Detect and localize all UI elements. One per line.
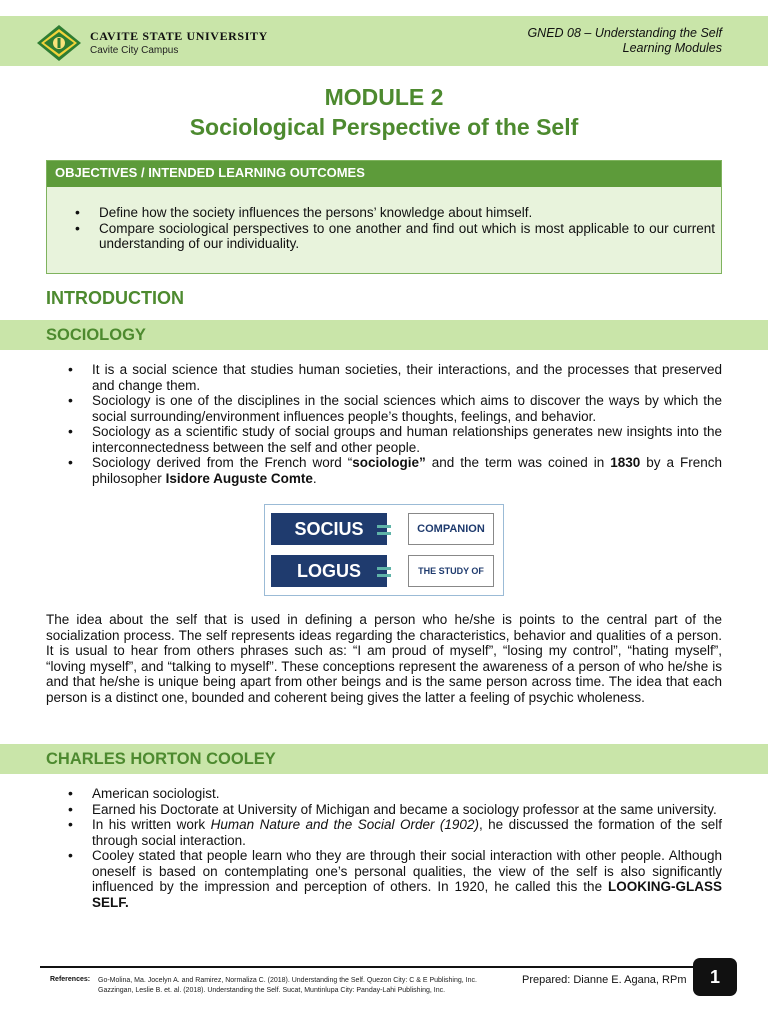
self-paragraph: The idea about the self that is used in defining a person who he/she is points to the central part of the socialization process. The self represents ideas regarding the characteristics, behavior and qualities of a person. It is usual to hear from others phrases such as: “I am proud of myself”, “losing my control”, “hating myself”, “loving myself”, and “talking to myself”. These conceptions represent the awareness of a person of who he/she is and that he/she is unique being apart from other beings and is the same person across time. The idea that each person is a distinct one, bounded and coherent being gives the latter a feeling of psychic wholeness. xyxy=(46,612,722,705)
objective-item: • Define how the society influences the persons’ knowledge about himself. xyxy=(47,205,715,221)
footer-divider xyxy=(40,966,728,968)
course-line-1: GNED 08 – Understanding the Self xyxy=(527,26,722,40)
objectives-heading: OBJECTIVES / INTENDED LEARNING OUTCOMES xyxy=(47,161,721,187)
reference-item: Gazzingan, Leslie B. et. al. (2018). Understanding the Self. Sucat, Muntinlupa City: Panday-Lahi Publishing, Inc. xyxy=(98,987,446,994)
equals-icon xyxy=(377,525,391,535)
sociology-item-origin: • Sociology derived from the French word “sociologie” and the term was coined in 1830 by a French philosopher Isidore Auguste Comte. xyxy=(46,455,722,486)
cooley-item: • Earned his Doctorate at University of Michigan and became a sociology professor at the same university. xyxy=(46,802,722,818)
cooley-item-work: • In his written work Human Nature and the Social Order (1902), he discussed the formation of the self through social interaction. xyxy=(46,817,722,848)
page-number: 1 xyxy=(693,958,737,996)
word-logus: LOGUS xyxy=(271,555,387,587)
objective-item: • Compare sociological perspectives to one another and find out which is most applicable to our current understanding of our individuality. xyxy=(47,221,715,252)
sociology-heading: SOCIOLOGY xyxy=(46,326,146,344)
cooley-item-looking-glass: • Cooley stated that people learn who they are through their social interaction with other people. Although oneself is based on contemplating one’s personal qualities, the view of the self is also significantly influenced by the impression and perception of others. In 1920, he called this the LOOKING-GLASS SELF. xyxy=(46,848,722,910)
meaning-study-of: THE STUDY OF xyxy=(408,555,494,587)
comte-name: Isidore Auguste Comte xyxy=(165,470,313,486)
equals-icon xyxy=(377,567,391,577)
looking-glass-self-term: LOOKING-GLASS SELF. xyxy=(92,879,722,910)
module-number: MODULE 2 xyxy=(324,84,444,110)
objectives-list xyxy=(47,205,721,252)
course-line-2: Learning Modules xyxy=(622,41,722,55)
cooley-heading: CHARLES HORTON COOLEY xyxy=(46,750,276,768)
cooley-list xyxy=(46,786,722,910)
references-label: References: xyxy=(50,976,91,983)
objectives-box xyxy=(46,160,722,274)
cooley-work-title: Human Nature and the Social Order (1902) xyxy=(210,817,479,832)
reference-item: Go-Molina, Ma. Jocelyn A. and Ramirez, Normaliza C. (2018). Understanding the Self. Quezon City: C & E Publishing, Inc. xyxy=(98,977,477,984)
campus-name: Cavite City Campus xyxy=(90,45,179,56)
sociology-item: • It is a social science that studies human societies, their interactions, and the processes that preserved and change them. xyxy=(46,362,722,393)
word-socius: SOCIUS xyxy=(271,513,387,545)
university-seal-icon xyxy=(36,24,82,62)
sociology-list xyxy=(46,362,722,486)
sociology-item: • Sociology as a scientific study of social groups and human relationships generates new insights into the interconnectedness between the self and other people. xyxy=(46,424,722,455)
meaning-companion: COMPANION xyxy=(408,513,494,545)
introduction-heading: INTRODUCTION xyxy=(46,288,184,308)
course-title xyxy=(527,26,722,56)
socius-logus-diagram xyxy=(264,504,504,596)
university-name: CAVITE STATE UNIVERSITY xyxy=(90,29,268,43)
references xyxy=(98,976,477,996)
year-1830: 1830 xyxy=(610,455,641,470)
module-title: Sociological Perspective of the Self xyxy=(189,114,579,140)
prepared-by: Prepared: Dianne E. Agana, RPm xyxy=(522,974,687,986)
cooley-item: • American sociologist. xyxy=(46,786,722,802)
sociology-item: • Sociology is one of the disciplines in the social sciences which aims to discover the ways by which the social surrounding/environment influences people’s thoughts, feelings, and behavior. xyxy=(46,393,722,424)
term-sociologie: sociologie” xyxy=(352,455,426,470)
